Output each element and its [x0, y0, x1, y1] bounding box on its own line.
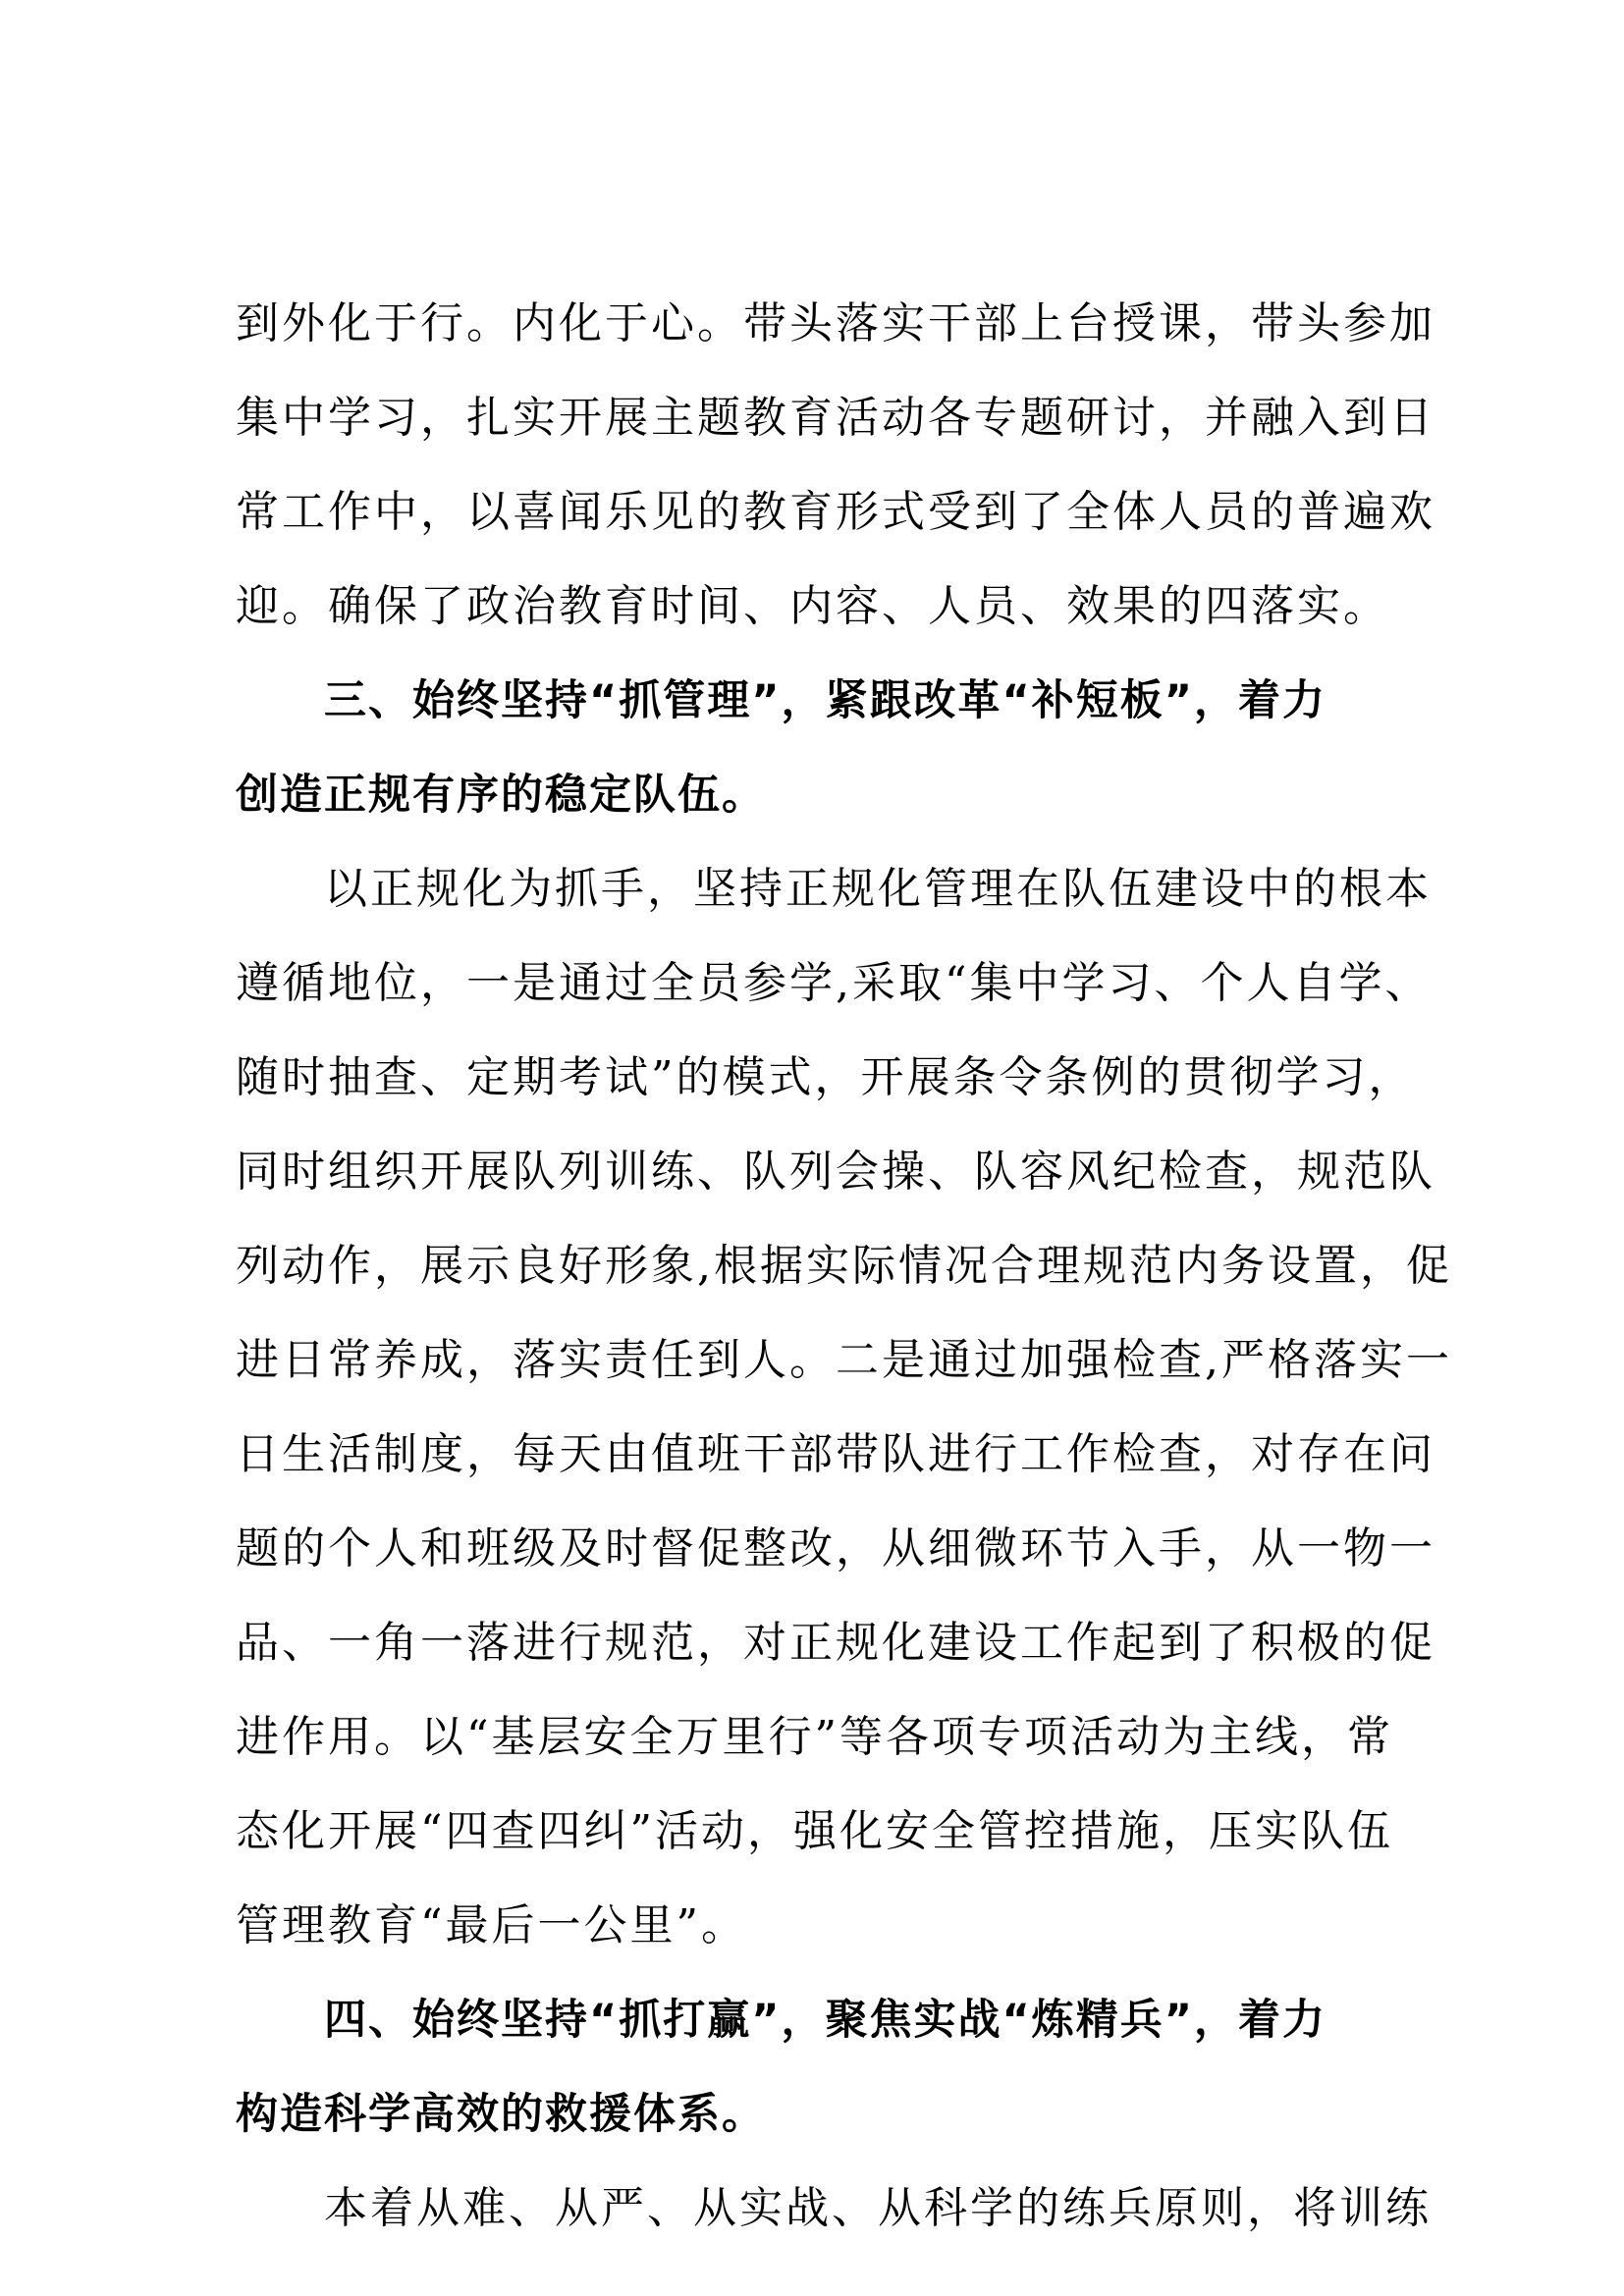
paragraph-line: 随时抽查、定期考试”的模式，开展条令条例的贯彻学习， — [236, 1052, 1415, 1102]
paragraph-line: 进日常养成，落实责任到人。二是通过加强检查,严格落实一 — [236, 1335, 1452, 1385]
paragraph-line: 到外化于行。内化于心。带头落实干部上台授课，带头参加 — [236, 298, 1435, 348]
document-body — [236, 277, 1452, 2256]
section-heading-line: 四、始终坚持“抓打赢”，聚焦实战“炼精兵”，着力 — [324, 1996, 1327, 2045]
paragraph-line: 管理教育“最后一公里”。 — [236, 1900, 747, 1950]
paragraph-line: 迎。确保了政治教育时间、内容、人员、效果的四落实。 — [236, 581, 1389, 631]
paragraph-line: 品、一角一落进行规范，对正规化建设工作起到了积极的促 — [236, 1618, 1435, 1668]
paragraph-line: 态化开展“四查四纠”活动，强化安全管控措施，压实队伍 — [236, 1806, 1393, 1856]
section-heading-line: 三、始终坚持“抓管理”，紧跟改革“补短板”，着力 — [324, 676, 1327, 725]
paragraph-line: 进作用。以“基层安全万里行”等各项专项活动为主线，常 — [236, 1712, 1393, 1762]
paragraph-line: 常工作中，以喜闻乐见的教育形式受到了全体人员的普遍欢 — [236, 487, 1435, 537]
section-heading-line: 构造科学高效的救援体系。 — [236, 2090, 766, 2139]
section-heading-line: 创造正规有序的稳定队伍。 — [236, 771, 766, 820]
paragraph-line: 同时组织开展队列训练、队列会操、队容风纪检查，规范队 — [236, 1147, 1435, 1197]
paragraph-line: 题的个人和班级及时督促整改，从细微环节入手，从一物一 — [236, 1523, 1435, 1574]
paragraph-line: 遵循地位，一是通过全员参学,采取“集中学习、个人自学、 — [236, 958, 1432, 1008]
paragraph-line: 以正规化为抓手，坚持正规化管理在队伍建设中的根本 — [324, 864, 1432, 914]
paragraph-line: 日生活制度，每天由值班干部带队进行工作检查，对存在问 — [236, 1429, 1435, 1479]
paragraph-line: 集中学习，扎实开展主题教育活动各专题研讨，并融入到日 — [236, 393, 1435, 443]
paragraph-line: 列动作，展示良好形象,根据实际情况合理规范内务设置，促 — [236, 1241, 1452, 1291]
paragraph-line: 本着从难、从严、从实战、从科学的练兵原则，将训练 — [324, 2183, 1432, 2233]
